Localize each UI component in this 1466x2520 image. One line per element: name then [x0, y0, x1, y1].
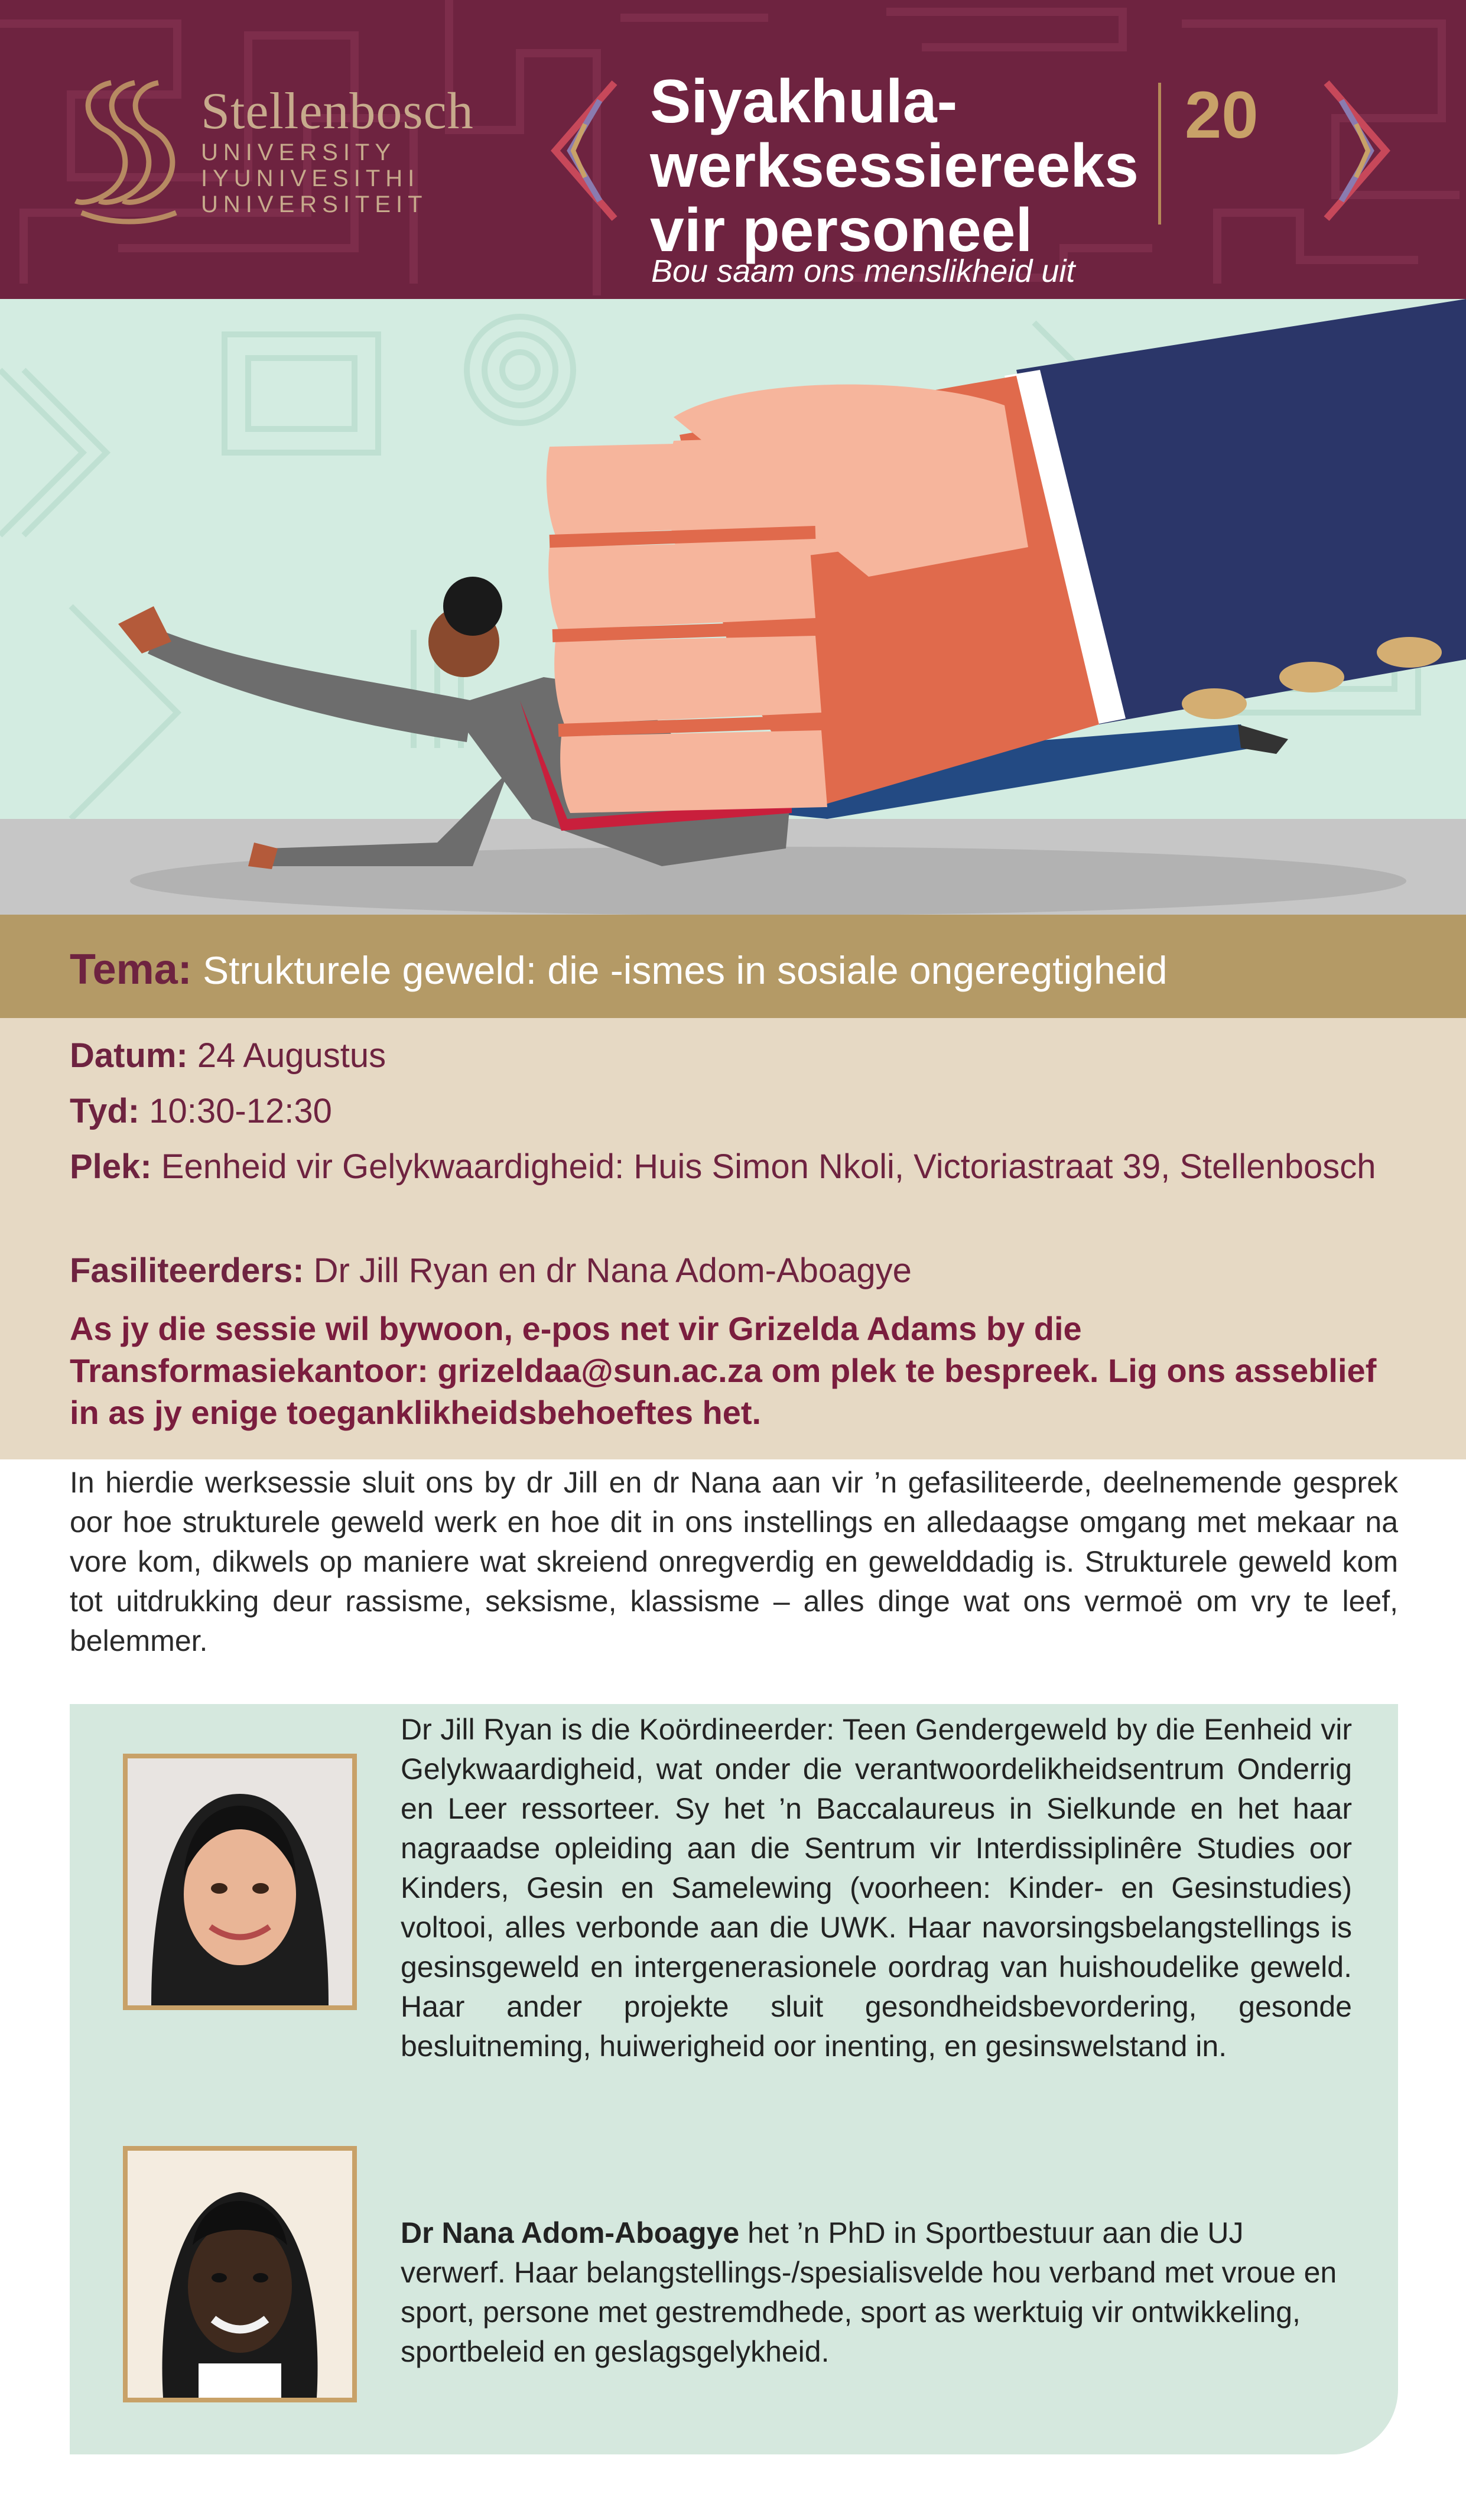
university-name: Stellenbosch	[201, 83, 474, 140]
time-row	[70, 1087, 1393, 1136]
header-divider	[1158, 83, 1161, 225]
time-label: Tyd:	[70, 1092, 140, 1130]
series-title-line: Siyakhula-	[650, 67, 958, 136]
facilitator-photo-jill-ryan	[123, 1754, 357, 2010]
bio-nana-adom-aboagye	[401, 2213, 1352, 2372]
workshop-description: In hierdie werksessie sluit ons by dr Jill en dr Nana aan vir ’n gefasiliteerde, deelnemende gesprek oor hoe strukturele geweld werk en hoe dit in ons instellings en alledaagse omgang met mekaar na vore kom, dikwels op maniere wat skreiend onregverdig en gewelddadig is. Strukturele geweld kom tot uitdrukking deur rassisme, seksisme, klassisme – alles dinge wat ons vermoë om vry te leef, belemmer.	[70, 1466, 1398, 1657]
facilitator-bios-panel	[70, 1704, 1398, 2454]
facilitators-value: Dr Jill Ryan en dr Nana Adom-Aboagye	[313, 1251, 912, 1290]
series-title-line: werksessiereeks	[650, 132, 1139, 200]
university-line: UNIVERSITY	[201, 139, 396, 165]
rsvp-notice: As jy die sessie wil bywoon, e-pos net vir Grizelda Adams by die Transformasiekantoor: grizeldaa@sun.ac.za om plek te bespreek. Lig ons asseblief in as jy enige toeganklikheidsbehoeftes het.	[70, 1310, 1377, 1431]
series-number: 20	[1185, 78, 1259, 152]
date-row	[70, 1031, 1393, 1081]
venue-label: Plek:	[70, 1147, 152, 1186]
chevron-left-icon	[544, 77, 626, 225]
bio-name: Dr Nana Adom-Aboagye	[401, 2216, 740, 2249]
university-logo-icon	[70, 77, 182, 226]
chevron-right-icon	[1315, 77, 1397, 225]
theme-bar	[0, 915, 1466, 1018]
hero-illustration	[0, 299, 1466, 915]
series-title-line: vir personeel	[650, 196, 1033, 265]
facilitators-label: Fasiliteerders:	[70, 1251, 304, 1290]
bio-text: Dr Jill Ryan is die Koördineerder: Teen Gendergeweld by die Eenheid vir Gelykwaardigheid, wat onder die verantwoordelikheidsentrum Onderrig en Leer ressorteer. Sy het ’n Baccalaureus in Sielkunde en het haar nagraadse opleiding aan die Sentrum vir Interdissiplinêre Studies oor Kinders, Gesin en Samelewing (voorheen: Kinder- en Gesinstudies) voltooi, alles verbonde aan die UWK. Haar navorsingsbelangstellings is gesinsgeweld en intergenerasionele oordrag van huishoudelike geweld. Haar ander projekte sluit gesondheidsbevordering, gesonde besluitneming, huiwerigheid oor inenting, en gesinswelstand in.	[401, 1713, 1352, 2063]
date-value: 24 Augustus	[197, 1036, 386, 1075]
theme-title: Strukturele geweld: die -ismes in sosiale ongeregtigheid	[203, 948, 1168, 992]
venue-value: Eenheid vir Gelykwaardigheid: Huis Simon Nkoli, Victoriastraat 39, Stellenbosch	[161, 1147, 1376, 1186]
university-line: UNIVERSITEIT	[201, 191, 428, 217]
university-line: IYUNIVESITHI	[201, 165, 420, 191]
bio-jill-ryan	[401, 1710, 1352, 2066]
time-value: 10:30-12:30	[149, 1092, 332, 1130]
theme-label: Tema:	[70, 946, 192, 993]
series-subtitle: Bou saam ons menslikheid uit	[651, 253, 1075, 289]
facilitators-row	[70, 1246, 1393, 1296]
venue-row	[70, 1142, 1393, 1192]
series-title	[650, 67, 1182, 265]
header-banner	[0, 0, 1466, 299]
facilitator-photo-nana-adom-aboagye	[123, 2146, 357, 2402]
bio-text: het ’n PhD in Sportbestuur aan die UJ verwerf. Haar belangstellings-/spesialisvelde hou verband met vroue en sport, persone met gestremdhede, sport as werktuig vir ontwikkeling, sportbeleid en geslagsgelykheid.	[401, 2216, 1337, 2368]
theme-heading	[70, 945, 1168, 994]
date-label: Datum:	[70, 1036, 188, 1075]
event-details-panel	[0, 1018, 1466, 1459]
